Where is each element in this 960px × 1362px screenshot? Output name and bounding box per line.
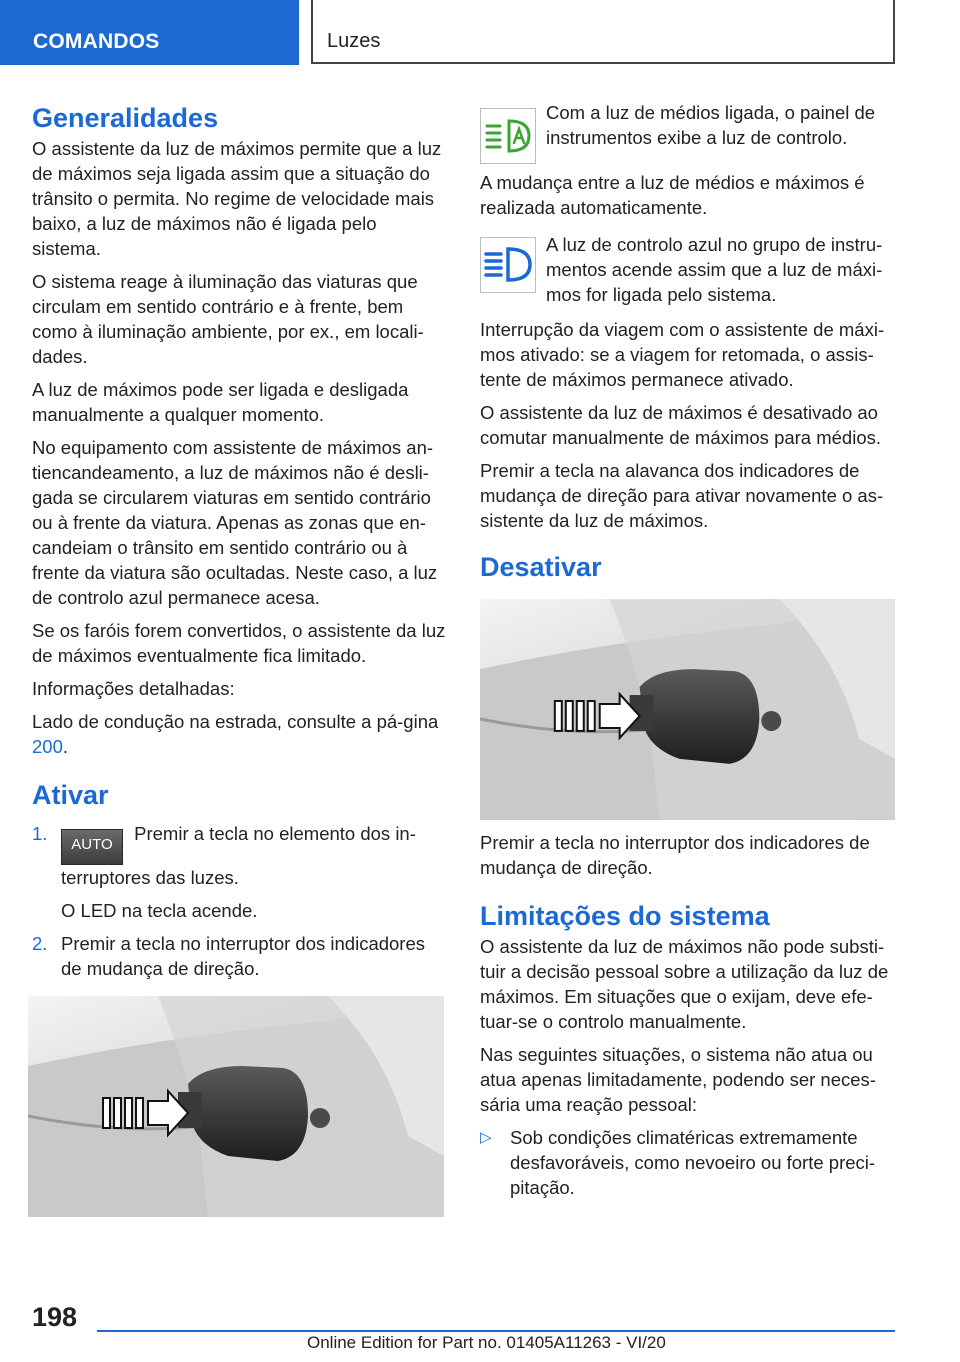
chapter-title: Luzes	[311, 0, 895, 64]
step-number: 1.	[32, 823, 48, 844]
step-2	[32, 931, 448, 981]
triangle-bullet-icon: ▷	[480, 1129, 492, 1146]
turn-signal-lever-photo	[28, 996, 444, 1217]
paragraph-text: Lado de condução na estrada, consulte a pá‐gina	[32, 711, 439, 732]
step-text: Premir a tecla no elemento dos in‐terruptores das luzes.	[61, 823, 416, 888]
indicator-row-2	[480, 232, 896, 307]
paragraph: O sistema reage à iluminação das viaturas que circulam em sentido contrário e à frente, bem como à iluminação ambiente, por ex., em locali‐dades.	[32, 271, 424, 367]
paragraph: No equipamento com assistente de máximos an‐tiencandeamento, a luz de máximos não é desli‐gada se circularem viaturas em sentido contrário ou à frente da viatura. Apenas as zonas que en‐candeiam o trânsito em sentido contrário ou à frente da viatura são ocultadas. Neste caso, a luz de controlo azul permanece acesa.	[32, 437, 438, 608]
indicator-text: Com a luz de médios ligada, o painel de instrumentos exibe a luz de controlo.	[546, 102, 876, 148]
paragraph: O assistente da luz de máximos permite que a luz de máximos seja ligada assim que a situação do trânsito o permita. No regime de velocidade mais baixo, a luz de máximos não é ligada pelo sistema.	[32, 138, 442, 259]
auto-high-beam-assist-green-icon	[480, 108, 536, 164]
left-column	[32, 100, 448, 989]
heading-desativar: Desativar	[480, 552, 602, 582]
step-1	[32, 821, 448, 890]
footer-edition: Online Edition for Part no. 01405A11263 - VI/20	[307, 1333, 666, 1352]
paragraph: O assistente da luz de máximos não pode substi‐tuir a decisão pessoal sobre a utilização da luz de máximos. Em situações que o exijam, deve efe‐tuar-se o controlo manualmente.	[480, 936, 889, 1032]
page-number: 198	[32, 1302, 78, 1332]
step-sub: O LED na tecla acende.	[61, 900, 258, 921]
paragraph: Premir a tecla na alavanca dos indicadores de mudança de direção para ativar novamente o as‐sistente da luz de máximos.	[480, 460, 884, 531]
lever-illustration	[480, 599, 895, 820]
page-link[interactable]: 200	[32, 736, 63, 757]
paragraph: Informações detalhadas:	[32, 678, 235, 699]
list-item	[480, 1125, 896, 1200]
paragraph-with-link	[32, 709, 448, 759]
step-number: 2.	[32, 933, 48, 954]
paragraph: A luz de máximos pode ser ligada e desligada manualmente a qualquer momento.	[32, 379, 409, 425]
heading-generalidades: Generalidades	[32, 103, 219, 133]
paragraph: Interrupção da viagem com o assistente de máxi‐mos ativado: se a viagem for retomada, o assis‐tente de máximos permanece ativado.	[480, 319, 885, 390]
paragraph: Premir a tecla no interruptor dos indicadores de mudança de direção.	[480, 832, 870, 878]
section-tab: COMANDOS	[0, 0, 299, 65]
turn-signal-lever-photo	[480, 599, 895, 820]
paragraph: Nas seguintes situações, o sistema não atua ou atua apenas limitadamente, podendo ser neces‐sária uma reação pessoal:	[480, 1044, 876, 1115]
list-item-text: Sob condições climatéricas extremamente desfavoráveis, como nevoeiro ou forte preci‐pitação.	[510, 1127, 876, 1198]
heading-limitacoes: Limitações do sistema	[480, 901, 770, 931]
indicator-text: A luz de controlo azul no grupo de instru‐mentos acende assim que a luz de máxi‐mos for ligada pelo sistema.	[546, 234, 883, 305]
paragraph: O assistente da luz de máximos é desativado ao comutar manualmente de máximos para médios.	[480, 402, 882, 448]
auto-button-icon: AUTO	[61, 829, 123, 865]
lever-illustration	[28, 996, 444, 1217]
heading-ativar: Ativar	[32, 780, 109, 810]
paragraph-end: .	[62, 736, 69, 757]
right-column	[480, 100, 896, 1200]
indicator-row-1	[480, 100, 896, 160]
footer-divider	[97, 1330, 895, 1332]
paragraph: Se os faróis forem convertidos, o assistente da luz de máximos eventualmente fica limitado.	[32, 620, 446, 666]
paragraph: A mudança entre a luz de médios e máximos é realizada automaticamente.	[480, 172, 865, 218]
high-beam-blue-icon	[480, 237, 536, 293]
step-text: Premir a tecla no interruptor dos indicadores de mudança de direção.	[61, 933, 426, 979]
